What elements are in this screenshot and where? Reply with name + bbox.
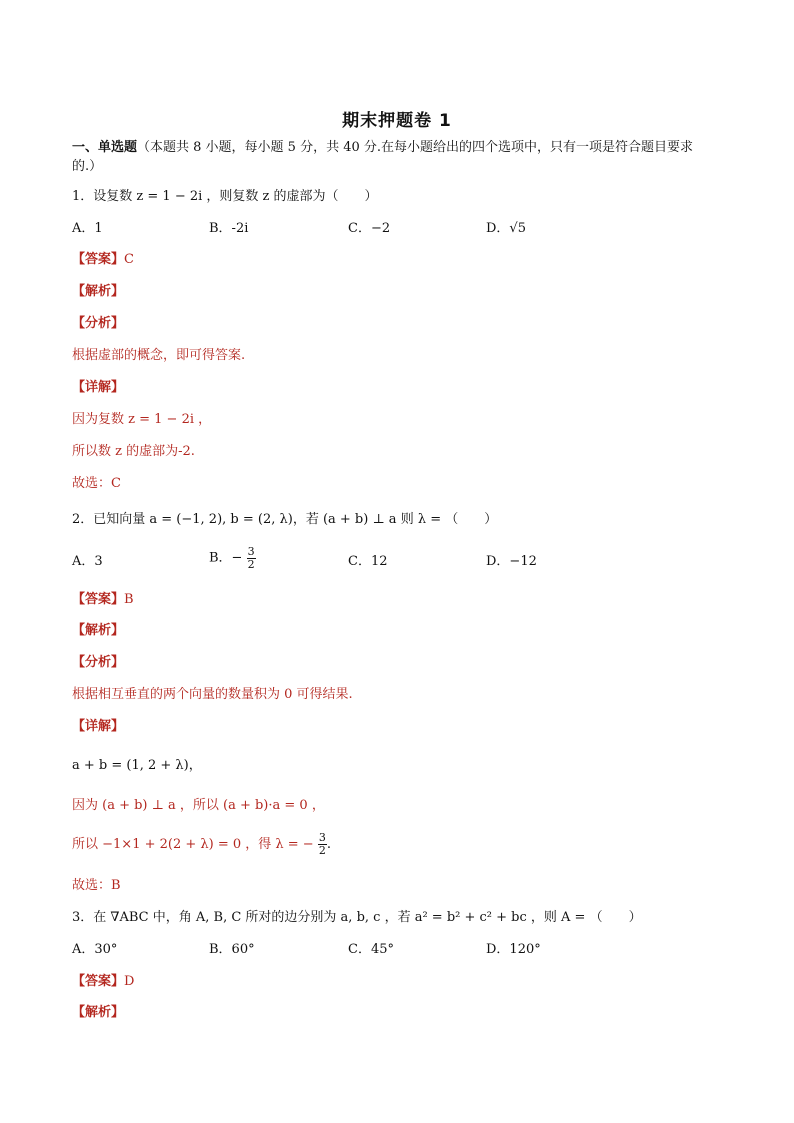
q2-option-b-label: B．−	[209, 550, 243, 566]
q3-stem: 3．在 ∇ABC 中，角 A, B, C 所对的边分别为 a, b, c ，若 a² = b² + c² + bc ，则 A = （ ）	[72, 910, 642, 925]
fenxi-tag: 【分析】	[72, 655, 125, 670]
q2-option-a: A．3	[72, 554, 103, 569]
q2-detail-1: a + b = (1, 2 + λ)，	[72, 758, 202, 773]
q1-stem: 1．设复数 z = 1 − 2i ，则复数 z 的虚部为（ ）	[72, 189, 378, 204]
fraction-numerator: 3	[318, 831, 326, 844]
answer-value: D	[124, 974, 135, 989]
q3-option-b: B．60°	[209, 942, 255, 957]
answer-tag: 【答案】	[72, 592, 125, 607]
q2-option-b	[209, 546, 256, 571]
fraction	[247, 546, 256, 571]
q3-answer	[72, 973, 134, 991]
q1-option-b: B．-2i	[209, 221, 249, 236]
q3-option-d: D．120°	[486, 942, 541, 957]
fenxi-tag: 【分析】	[72, 316, 125, 331]
q3-option-a: A．30°	[72, 942, 118, 957]
q2-detail-3-end: .	[326, 837, 331, 852]
q1-option-a: A．1	[72, 221, 103, 236]
q2-detail-2-text: 因为 (a + b) ⊥ a ，所以 (a + b)·a = 0 ，	[72, 798, 325, 813]
section-label: 一、单选题	[72, 140, 138, 155]
q2-answer	[72, 591, 134, 609]
q2-detail-3-text: 所以 −1×1 + 2(2 + λ) = 0 ，得 λ = −	[72, 837, 314, 852]
q1-option-d: D．√5	[486, 221, 526, 236]
page-title: 期末押题卷 1	[342, 111, 452, 131]
fraction	[318, 832, 327, 857]
q2-stem: 2．已知向量 a = (−1, 2), b = (2, λ)，若 (a + b) ⊥ a 则 λ = （ ）	[72, 512, 498, 527]
q1-answer	[72, 251, 134, 269]
q1-detail-1: 因为复数 z = 1 − 2i ，	[72, 412, 212, 427]
detail-tag: 【详解】	[72, 719, 125, 734]
q2-option-c: C．12	[348, 554, 388, 569]
q1-detail-2: 所以数 z 的虚部为-2.	[72, 444, 195, 459]
answer-value: C	[124, 252, 134, 267]
q1-choose: 故选：C	[72, 476, 121, 491]
section-description: （本题共 8 小题，每小题 5 分，共 40 分.在每小题给出的四个选项中，只有一项是符合题目要求	[137, 140, 694, 155]
analysis-tag: 【解析】	[72, 284, 125, 299]
analysis-tag: 【解析】	[72, 1005, 125, 1020]
q1-fenxi-text: 根据虚部的概念，即可得答案.	[72, 348, 246, 363]
section-header	[72, 139, 693, 157]
q2-detail-3	[72, 832, 331, 857]
answer-value: B	[124, 592, 134, 607]
answer-tag: 【答案】	[72, 252, 125, 267]
detail-tag: 【详解】	[72, 380, 125, 395]
analysis-tag: 【解析】	[72, 623, 125, 638]
q1-option-c: C．−2	[348, 221, 391, 236]
q2-fenxi-text: 根据相互垂直的两个向量的数量积为 0 可得结果.	[72, 687, 353, 702]
q2-detail-2	[72, 797, 325, 815]
fraction-numerator: 3	[247, 545, 255, 558]
section-description-cont: 的.）	[72, 159, 103, 174]
q2-choose: 故选：B	[72, 878, 121, 893]
q2-option-d: D．−12	[486, 554, 537, 569]
fraction-denominator: 2	[247, 558, 255, 571]
fraction-denominator: 2	[318, 844, 326, 857]
q3-option-c: C．45°	[348, 942, 394, 957]
answer-tag: 【答案】	[72, 974, 125, 989]
